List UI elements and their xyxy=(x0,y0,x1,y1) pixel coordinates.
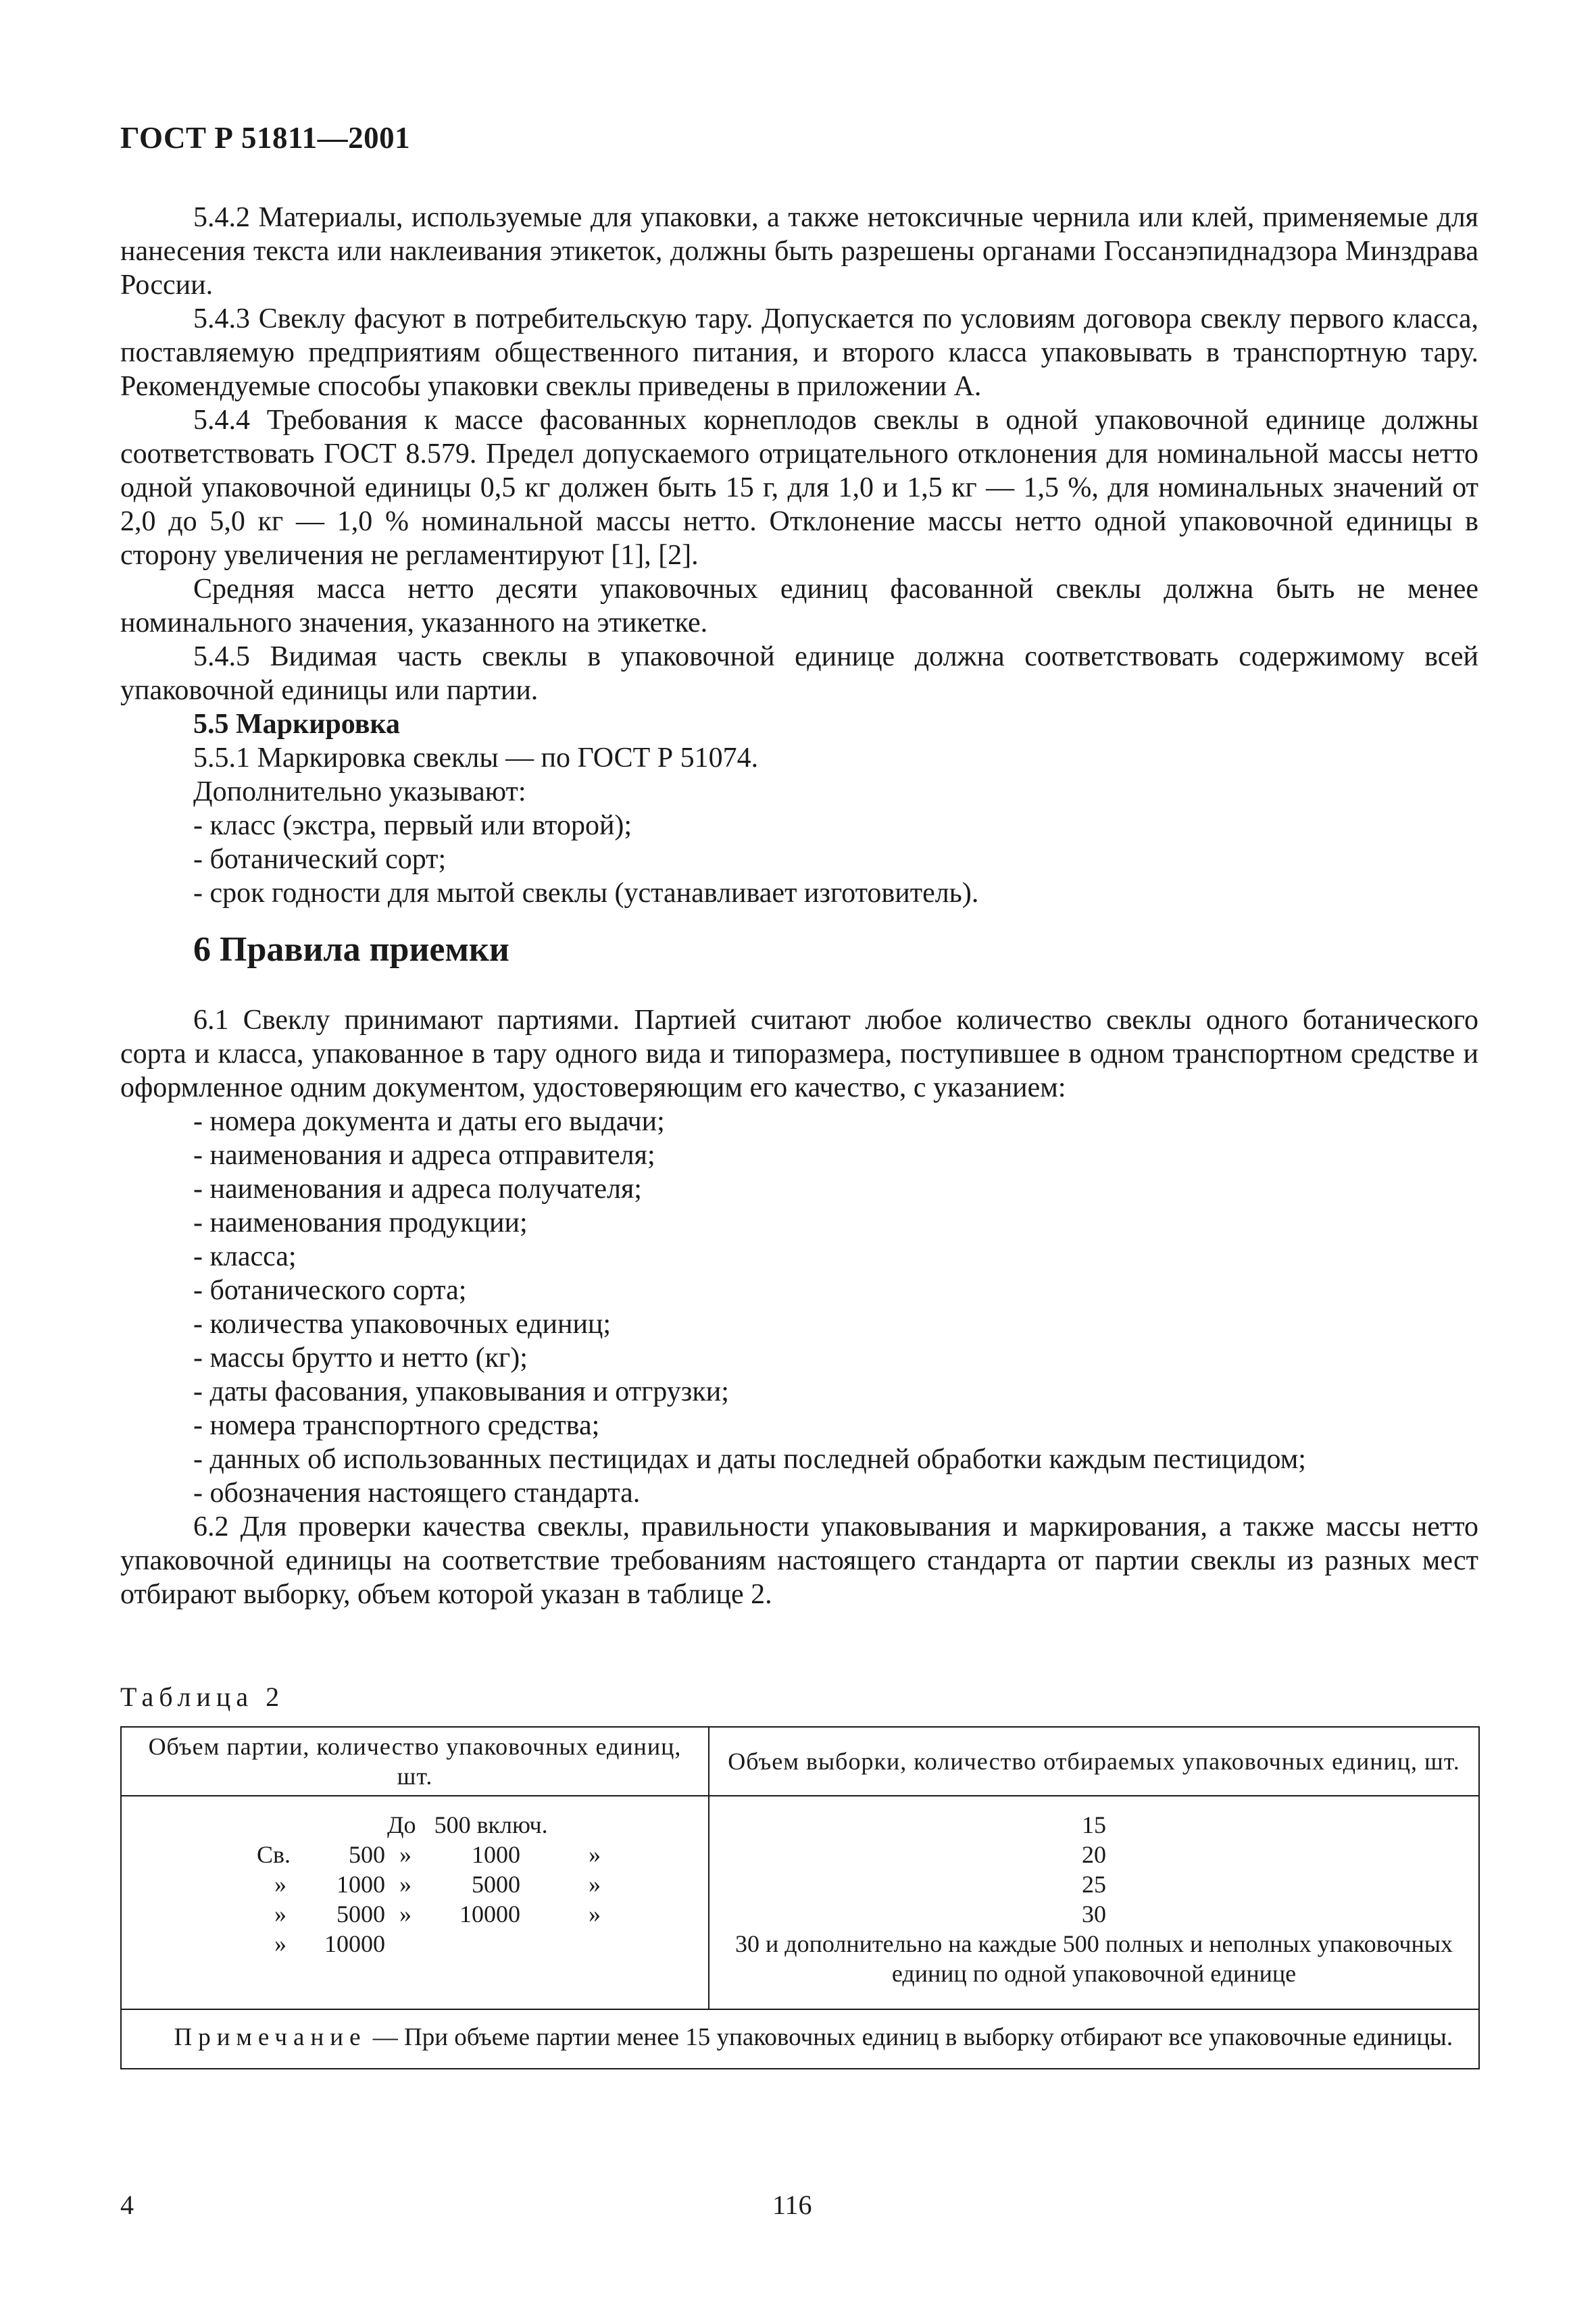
list-item: - данных об использованных пестицидах и даты последней обработки каждым пестицидом; xyxy=(193,1444,1306,1475)
sample-size-table xyxy=(120,1726,1480,2069)
lot-range-from: 500 xyxy=(349,1841,385,1868)
lot-range-sep: » xyxy=(399,1871,412,1898)
page-number-left: 4 xyxy=(120,2190,134,2220)
list-item: - обозначения настоящего стандарта. xyxy=(193,1478,641,1509)
table-header-row xyxy=(121,1727,1479,1796)
lot-range-from: 5000 xyxy=(336,1901,385,1928)
list-item: - количества упаковочных единиц; xyxy=(193,1309,612,1340)
list-item: - номера документа и даты его выдачи; xyxy=(193,1106,665,1137)
sample-value: 30 xyxy=(1082,1901,1106,1928)
paragraph-5-5-1: 5.5.1 Маркировка свеклы — по ГОСТ Р 51074. xyxy=(193,743,759,774)
column-header-sample-size: Объем выборки, количество отбираемых упаковочных единиц, шт. xyxy=(709,1727,1479,1796)
lot-range-prefix: » xyxy=(274,1930,286,1957)
list-item: - класс (экстра, первый или второй); xyxy=(193,810,632,841)
lot-range-prefix: Св. xyxy=(257,1841,291,1868)
sample-value: 30 и дополнительно на каждые 500 полных и неполных упаковочных единиц по одной упаковочной единице xyxy=(735,1930,1453,1987)
list-item: - ботанического сорта; xyxy=(193,1275,467,1306)
paragraph-6-1: 6.1 Свеклу принимают партиями. Партией считают любое количество свеклы одного ботанического сорта и класса, упакованное в тару одного вида и типоразмера, поступившее в одном транспортном средстве и оформленное одним документом, удостоверяющим его качество, с указанием: xyxy=(120,1005,1478,1103)
lot-range-from: 1000 xyxy=(336,1871,385,1898)
lot-range-first: До 500 включ. xyxy=(387,1811,548,1838)
sample-value: 15 xyxy=(1082,1811,1106,1838)
section-heading-6: 6 Правила приемки xyxy=(193,930,509,969)
lot-range-sep: » xyxy=(399,1841,412,1868)
lot-range-from: 10000 xyxy=(324,1930,385,1957)
sample-value: 25 xyxy=(1082,1871,1106,1898)
lot-range-end: » xyxy=(589,1841,601,1868)
subsection-heading-5-5: 5.5 Маркировка xyxy=(193,709,400,740)
lot-range-end: » xyxy=(589,1871,601,1898)
lot-range-sep xyxy=(385,1929,426,1959)
paragraph-5-4-4: 5.4.4 Требования к массе фасованных корнеплодов свеклы в одной упаковочной единице должны соответствовать ГОСТ 8.579. Предел допускаемого отрицательного отклонения для номинальной массы нетто одной упаковочной единицы 0,5 кг должен быть 15 г, для 1,0 и 1,5 кг — 1,5 %, для номинальных значений от 2,0 до 5,0 кг — 1,0 % номинальной массы нетто. Отклонение массы нетто одной упаковочной единицы в сторону увеличения не регламентируют [1], [2]. xyxy=(120,405,1478,571)
lot-range-to: 10000 xyxy=(459,1901,520,1928)
lot-range-to: 1000 xyxy=(472,1841,520,1868)
standard-header: ГОСТ Р 51811—2001 xyxy=(120,121,411,155)
paragraph-5-4-4-continued: Средняя масса нетто десяти упаковочных единиц фасованной свеклы должна быть не менее номинального значения, указанного на этикетке. xyxy=(120,574,1478,638)
list-item: - наименования продукции; xyxy=(193,1207,528,1238)
lot-size-cell xyxy=(121,1796,709,2009)
paragraph-5-4-2: 5.4.2 Материалы, используемые для упаковки, а также нетоксичные чернила или клей, применяемые для нанесения текста или наклеивания этикеток, должны быть разрешены органами Госсанэпиднадзора Минздрава России. xyxy=(120,202,1478,301)
table-note xyxy=(121,2009,1479,2069)
lot-range-end: » xyxy=(589,1901,601,1928)
sample-value: 20 xyxy=(1082,1841,1106,1868)
paragraph-5-5-1-intro: Дополнительно указывают: xyxy=(193,776,526,807)
sample-size-cell xyxy=(709,1796,1479,2009)
page-number-center: 116 xyxy=(772,2190,812,2220)
lot-range-end xyxy=(520,1929,669,1959)
lot-range-sep: » xyxy=(399,1901,412,1928)
list-item: - класса; xyxy=(193,1241,297,1272)
paragraph-5-4-3: 5.4.3 Свеклу фасуют в потребительскую тару. Допускается по условиям договора свеклу первого класса, поставляемую предприятиям общественного питания, и второго класса упаковывать в транспортную тару. Рекомендуемые способы упаковки свеклы приведены в приложении А. xyxy=(120,303,1478,402)
lot-size-ranges xyxy=(257,1810,708,1959)
lot-range-to: 5000 xyxy=(472,1871,520,1898)
note-label: Примечание xyxy=(174,2023,367,2051)
list-item: - наименования и адреса отправителя; xyxy=(193,1140,655,1171)
table-row xyxy=(121,1796,1479,2009)
list-item: - массы брутто и нетто (кг); xyxy=(193,1342,528,1374)
table-note-row xyxy=(121,2009,1479,2069)
lot-range-prefix: » xyxy=(274,1871,286,1898)
table-caption: Таблица 2 xyxy=(120,1682,285,1712)
note-text: — При объеме партии менее 15 упаковочных единиц в выборку отбирают все упаковочные единицы. xyxy=(372,2023,1453,2051)
lot-range-prefix: » xyxy=(274,1901,286,1928)
document-body xyxy=(120,201,1478,1611)
list-item: - ботанический сорт; xyxy=(193,844,447,875)
column-header-lot-size: Объем партии, количество упаковочных единиц, шт. xyxy=(121,1727,709,1796)
list-item: - даты фасования, упаковывания и отгрузки; xyxy=(193,1376,729,1407)
list-item: - наименования и адреса получателя; xyxy=(193,1174,642,1205)
list-item: - номера транспортного средства; xyxy=(193,1410,600,1441)
list-item: - срок годности для мытой свеклы (устанавливает изготовитель). xyxy=(193,878,979,909)
paragraph-5-4-5: 5.4.5 Видимая часть свеклы в упаковочной единице должна соответствовать содержимому всей упаковочной единицы или партии. xyxy=(120,641,1478,706)
paragraph-6-2: 6.2 Для проверки качества свеклы, правильности упаковывания и маркирования, а также массы нетто упаковочной единицы на соответствие требованиям настоящего стандарта от партии свеклы из разных мест отбирают выборку, объем которой указан в таблице 2. xyxy=(120,1511,1478,1610)
lot-range-to xyxy=(426,1929,520,1959)
